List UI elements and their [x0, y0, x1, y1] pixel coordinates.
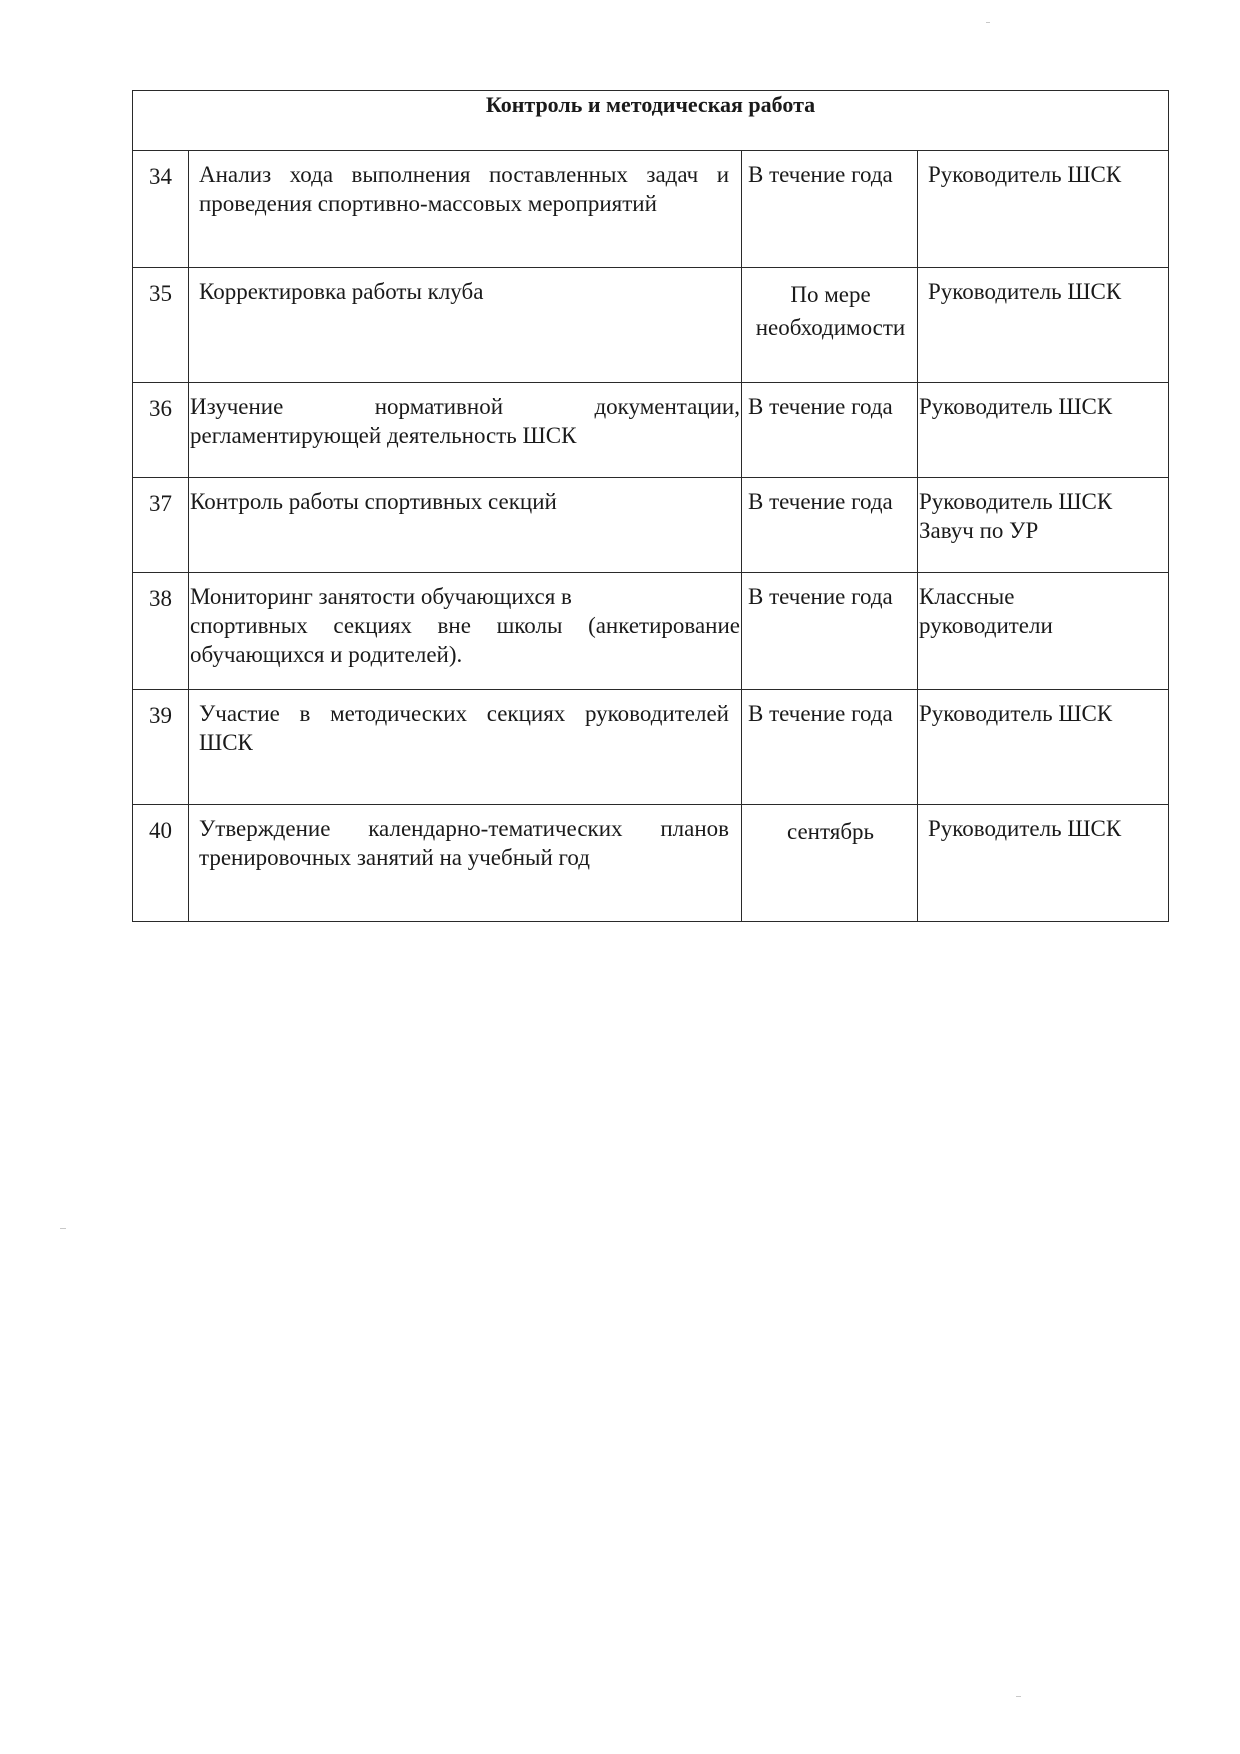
row-number: 35	[133, 268, 189, 383]
row-responsible-line: Завуч по УР	[919, 517, 1039, 543]
row-term-line: необходимости	[755, 315, 906, 341]
section-title: Контроль и методическая работа	[133, 91, 1169, 151]
row-responsible: Руководитель ШСК	[918, 151, 1169, 268]
row-task: Утверждение календарно-тематических планов тренировочных занятий на учебный год	[189, 805, 742, 922]
row-responsible: Руководитель ШСК	[918, 268, 1169, 383]
scan-speck	[986, 22, 990, 23]
row-term: В течение года	[742, 690, 918, 805]
row-term: сентябрь	[742, 805, 918, 922]
row-task: Анализ хода выполнения поставленных задач и проведения спортивно-массовых мероприятий	[189, 151, 742, 268]
work-plan-table	[132, 90, 1169, 922]
table-row	[133, 268, 1169, 383]
row-task: Участие в методических секциях руководителей ШСК	[189, 690, 742, 805]
row-term: В течение года	[742, 478, 918, 573]
row-number: 37	[133, 478, 189, 573]
row-task-line: обучающихся и родителей).	[190, 641, 463, 667]
row-term-line: По мере	[790, 282, 871, 307]
row-responsible: Руководитель ШСК	[918, 805, 1169, 922]
row-term: В течение года	[742, 151, 918, 268]
row-task	[189, 573, 742, 690]
scan-speck	[1016, 1696, 1021, 1697]
row-task: Контроль работы спортивных секций	[189, 478, 742, 573]
section-header-row	[133, 91, 1169, 151]
row-responsible-line: Руководитель ШСК	[919, 489, 1113, 514]
row-number: 34	[133, 151, 189, 268]
row-responsible	[918, 478, 1169, 573]
row-responsible-line: Классные	[919, 584, 1015, 609]
row-responsible-line: руководители	[919, 612, 1053, 638]
row-task	[189, 383, 742, 478]
row-number: 39	[133, 690, 189, 805]
row-task-line: Мониторинг занятости обучающихся в	[190, 584, 572, 609]
row-number: 36	[133, 383, 189, 478]
row-task-line: регламентирующей деятельность ШСК	[190, 422, 577, 448]
row-term	[742, 268, 918, 383]
row-responsible: Руководитель ШСК	[918, 690, 1169, 805]
table-row	[133, 690, 1169, 805]
row-term: В течение года	[742, 573, 918, 690]
row-term: В течение года	[742, 383, 918, 478]
row-responsible: Руководитель ШСК	[918, 383, 1169, 478]
scan-speck	[60, 1228, 66, 1229]
table-row	[133, 151, 1169, 268]
table-row	[133, 383, 1169, 478]
row-task-line: спортивных секциях вне школы (анкетирование	[190, 612, 740, 638]
table-row	[133, 478, 1169, 573]
row-task: Корректировка работы клуба	[189, 268, 742, 383]
row-task-line: Изучение нормативной документации,	[190, 394, 740, 419]
row-number: 40	[133, 805, 189, 922]
table-row	[133, 805, 1169, 922]
row-responsible	[918, 573, 1169, 690]
row-number: 38	[133, 573, 189, 690]
table-row	[133, 573, 1169, 690]
